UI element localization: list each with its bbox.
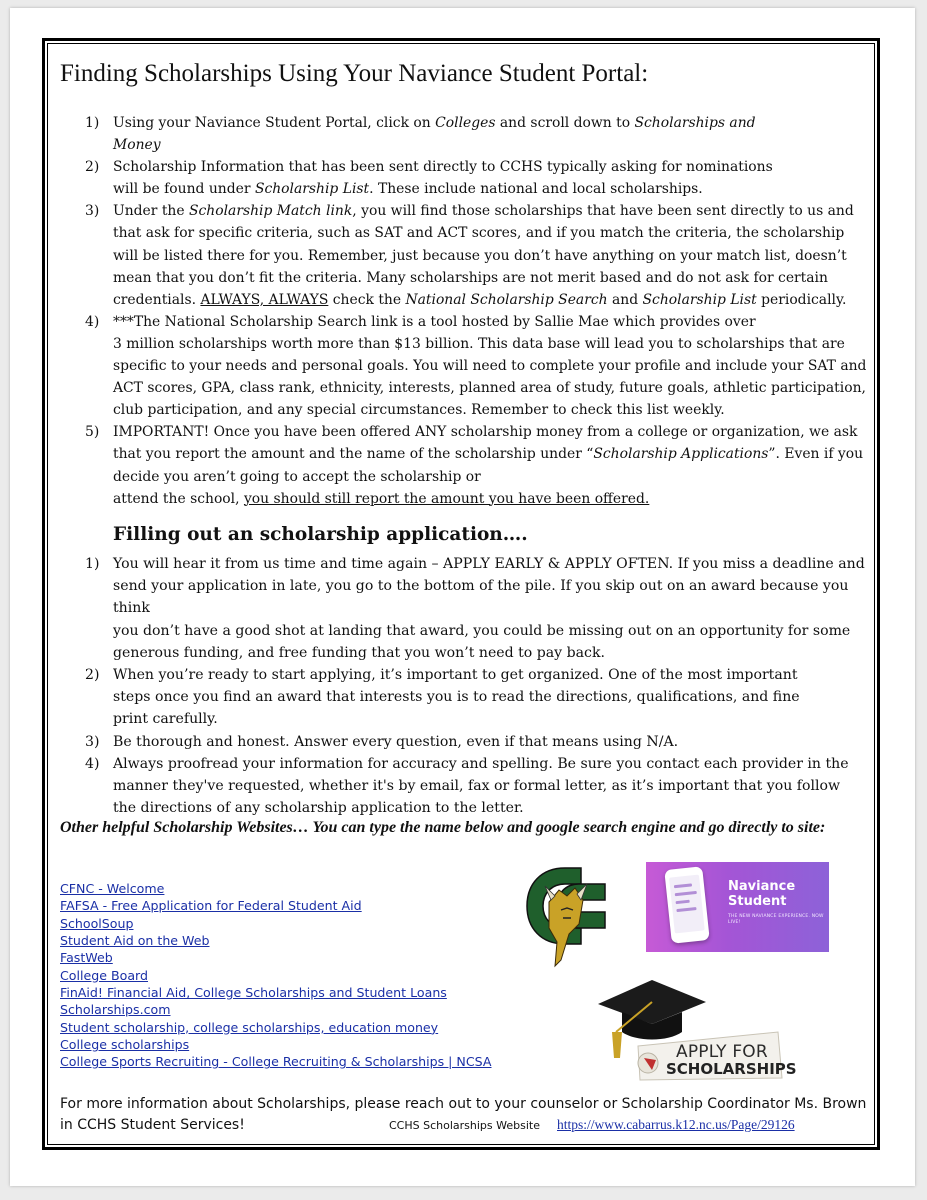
list-text: that ask for specific criteria, such as SAT and ACT scores, and if you match the criteria, the scholarship — [113, 225, 845, 242]
scholarship-website-link[interactable]: FastWeb — [60, 950, 113, 966]
list-text: you don’t have a good shot at landing that award, you could be missing out on an opportunity for some — [113, 622, 851, 639]
cchs-scholarships-link[interactable]: https://www.cabarrus.k12.nc.us/Page/29126 — [557, 1117, 795, 1132]
list-text: IMPORTANT! Once you have been offered ANY scholarship money from a college or organization, we ask — [113, 424, 858, 441]
list-number: 4) — [85, 755, 100, 772]
list-number: 4) — [85, 313, 100, 330]
list-text: ACT scores, GPA, class rank, ethnicity, interests, planned area of study, future goals, athletic participation, — [113, 380, 866, 397]
scholarship-website-link[interactable]: College scholarships — [60, 1037, 190, 1053]
list-text: will be listed there for you. Remember, just because you don’t have anything on your match list, doesn’t — [113, 247, 847, 264]
list-item — [85, 200, 875, 310]
list-text: ***The National Scholarship Search link is a tool hosted by Sallie Mae which provides over — [113, 313, 756, 330]
list-item — [85, 311, 875, 421]
list-number: 3) — [85, 203, 100, 220]
list-text: mean that you don’t fit the criteria. Many scholarships are not merit based and do not ask for certain — [113, 269, 828, 286]
list-text: Scholarship Information that has been sent directly to CCHS typically asking for nominations — [113, 159, 773, 176]
scholarship-website-link[interactable]: College Board — [60, 967, 149, 983]
list-text: the directions of any scholarship application to the letter. — [113, 800, 524, 817]
list-number: 1) — [85, 115, 100, 131]
cc-viking-logo — [521, 862, 609, 972]
list-number: 2) — [85, 159, 100, 176]
scholarship-website-link[interactable]: Student Aid on the Web — [60, 933, 210, 949]
list-text: and — [607, 291, 643, 308]
list-text: generous funding, and free funding that you won’t need to pay back. — [113, 644, 605, 661]
list-text: manner they've requested, whether it's by email, fax or formal letter, as it’s important that you follow — [113, 778, 841, 795]
list-text: Be thorough and honest. Answer every question, even if that means using N/A. — [113, 733, 679, 750]
application-tips-list — [85, 553, 875, 819]
apply-text-line2: SCHOLARSHIPS — [666, 1060, 797, 1078]
scholarship-website-link[interactable]: Student scholarship, college scholarships, education money — [60, 1019, 439, 1035]
page-title: Finding Scholarships Using Your Naviance Student Portal: — [60, 60, 649, 87]
naviance-student-banner — [646, 862, 829, 952]
scholarship-website-link[interactable]: Scholarships.com — [60, 1002, 171, 1018]
list-text: and scroll down to — [495, 115, 635, 131]
section-heading-application: Filling out an scholarship application…. — [113, 524, 528, 545]
list-number: 5) — [85, 424, 100, 441]
website-label: CCHS Scholarships Website — [389, 1119, 540, 1132]
scholarship-links — [60, 880, 540, 1071]
list-text: periodically. — [756, 291, 847, 308]
list-number: 1) — [85, 556, 100, 572]
list-text: send your application in late, you go to the bottom of the pile. If you skip out on an award because you think — [113, 578, 849, 617]
list-text: ”. Even if you — [768, 446, 864, 463]
list-text: 3 million scholarships worth more than $13 billion. This data base will lead you to scholarships that are — [113, 335, 845, 352]
list-item — [85, 664, 875, 731]
list-text: print carefully. — [113, 711, 218, 728]
scholarship-website-link[interactable]: College Sports Recruiting - College Recruiting & Scholarships | NCSA — [60, 1054, 492, 1070]
list-text: credentials. — [113, 291, 201, 308]
phone-icon — [664, 866, 710, 944]
list-text: that you report the amount and the name of the scholarship under “ — [113, 446, 594, 463]
naviance-subtitle: THE NEW NAVIANCE EXPERIENCE. NOW LIVE! — [728, 914, 824, 925]
list-text: . These include national and local scholarships. — [369, 181, 703, 198]
list-text: Always proofread your information for accuracy and spelling. Be sure you contact each provider in the — [113, 755, 849, 772]
list-text: Under the — [113, 203, 189, 220]
list-text: Scholarships and — [634, 115, 756, 131]
list-item — [85, 421, 875, 509]
list-text: specific to your needs and personal goals. You will need to complete your profile and include your SAT and — [113, 358, 867, 375]
list-text: Scholarship Match link — [189, 203, 353, 220]
list-text: Using your Naviance Student Portal, click on — [113, 115, 436, 131]
list-text: You will hear it from us time and time again – APPLY EARLY & APPLY OFTEN. If you miss a deadline and — [113, 556, 865, 572]
scholarship-website-link[interactable]: SchoolSoup — [60, 915, 134, 931]
list-text: will be found under — [113, 181, 255, 198]
list-item — [85, 731, 875, 753]
list-text: , you will find those scholarships that have been sent directly to us and — [352, 203, 854, 220]
list-text: Scholarship List — [254, 181, 370, 198]
scholarship-website-link[interactable]: FAFSA - Free Application for Federal Student Aid — [60, 898, 362, 914]
list-text: Colleges — [435, 115, 496, 131]
apply-text-line1: APPLY FOR — [676, 1042, 768, 1062]
naviance-steps-list — [85, 112, 875, 510]
list-text: Scholarship Applications — [593, 446, 769, 463]
other-websites-heading: Other helpful Scholarship Websites… You can type the name below and google search engine and go directly to site: — [60, 819, 826, 836]
list-text: club participation, and any special circumstances. Remember to check this list weekly. — [113, 402, 725, 419]
list-item — [85, 112, 875, 156]
list-item — [85, 553, 875, 664]
list-text: check the — [328, 291, 406, 308]
list-text: ALWAYS, ALWAYS — [200, 291, 329, 308]
list-text: attend the school, — [113, 490, 244, 507]
list-text: steps once you find an award that interests you is to read the directions, qualifications, and fine — [113, 689, 800, 706]
scholarship-website-link[interactable]: FinAid! Financial Aid, College Scholarships and Student Loans — [60, 985, 447, 1001]
list-number: 2) — [85, 667, 100, 684]
list-text: When you’re ready to start applying, it’s important to get organized. One of the most important — [113, 667, 798, 684]
scholarship-website-link[interactable]: CFNC - Welcome — [60, 881, 165, 896]
naviance-title: Naviance Student — [728, 879, 796, 909]
list-item — [85, 156, 875, 200]
list-text: you should still report the amount you have been offered. — [243, 490, 650, 507]
list-text: Scholarship List — [642, 291, 757, 308]
list-text: National Scholarship Search — [405, 291, 608, 308]
list-text: decide you aren’t going to accept the scholarship or — [113, 468, 481, 485]
list-text: Money — [113, 137, 161, 154]
footer-text: For more information about Scholarships, please reach out to your counselor or Scholarship Coordinator Ms. Brown in CCHS Student Services! — [60, 1096, 867, 1133]
list-number: 3) — [85, 733, 100, 750]
list-item — [85, 753, 875, 820]
